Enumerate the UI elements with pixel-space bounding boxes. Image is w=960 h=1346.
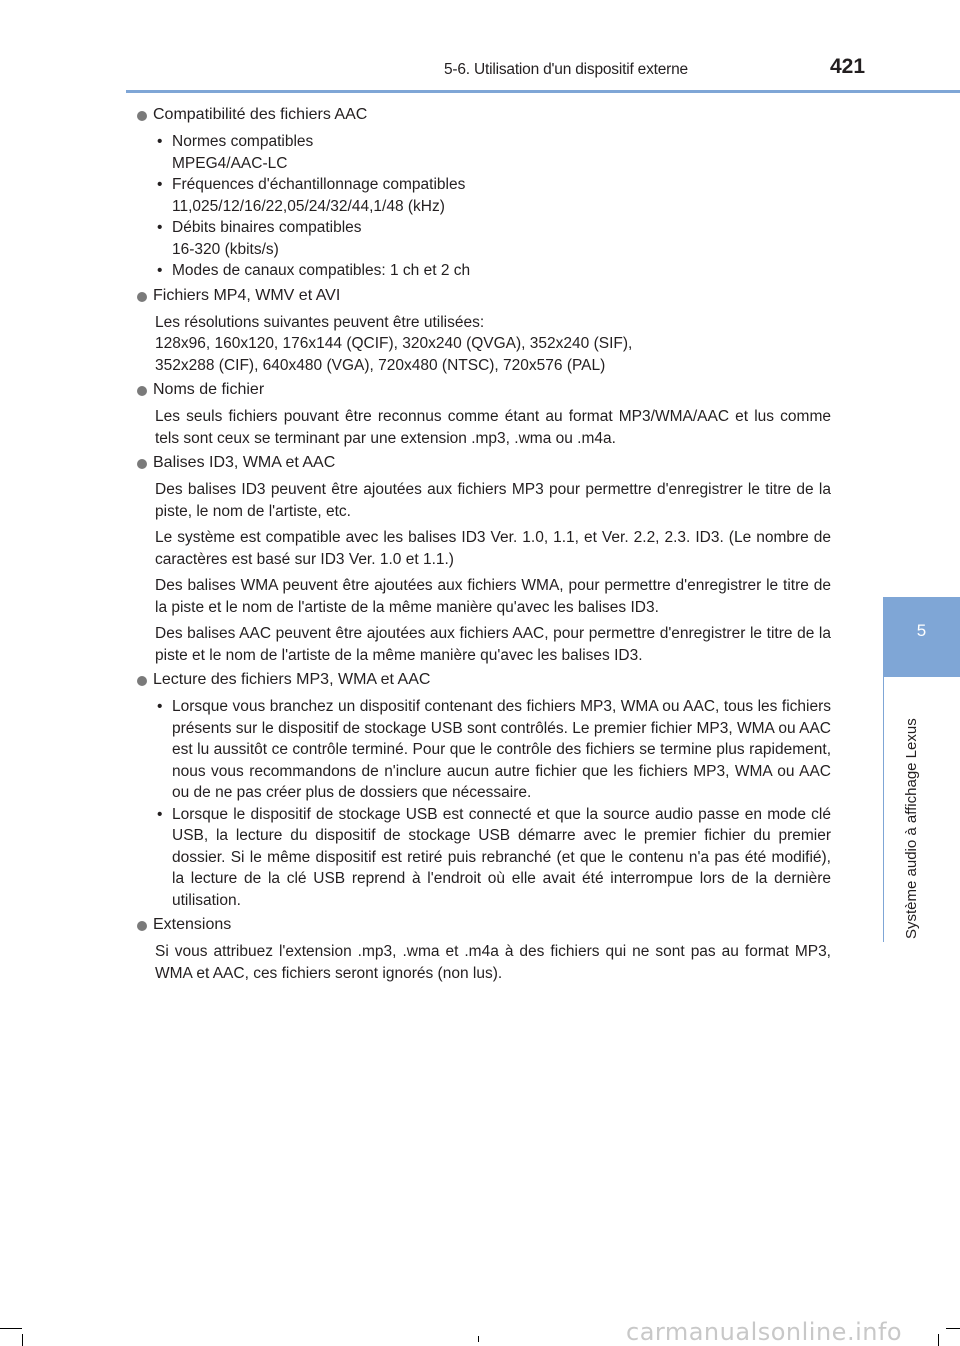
list-item: [155, 131, 831, 174]
section-title: Lecture des fichiers MP3, WMA et AAC: [153, 671, 431, 688]
list-item: [155, 260, 831, 282]
page-number: 421: [830, 55, 866, 78]
section-playback: [137, 669, 831, 911]
chapter-title: 5-6. Utilisation d'un dispositif externe: [444, 61, 688, 78]
body-paragraph: Si vous attribuez l'extension .mp3, .wma et .m4a à des fichiers qui ne sont pas au format MP3, WMA et AAC, ces fichiers seront ignorés (non lus).: [155, 943, 831, 982]
section-heading: [137, 285, 831, 307]
watermark-logo: carmanualsonline.info: [626, 1318, 903, 1346]
list-item: • Lorsque le dispositif de stockage USB est connecté et que la source audio passe en mode clé USB, la lecture du dispositif de stockage USB démarre avec le premier fichier du premier dossier. Si le même dispositif est retiré puis rebranché (et que le contenu n'a pas été modifié), la lecture de la clé USB reprend à l'endroit où elle avait été interrompue lors de la dernière utilisation.: [155, 804, 831, 912]
item-label: • Normes compatibles: [172, 133, 314, 150]
section-title: Balises ID3, WMA et AAC: [153, 454, 336, 471]
body-line: 352x288 (CIF), 640x480 (VGA), 720x480 (NTSC), 720x576 (PAL): [155, 356, 606, 374]
body-paragraph: Des balises WMA peuvent être ajoutées aux fichiers WMA, pour permettre d'enregistrer le titre de la piste et le nom de l'artiste de la même manière qu'avec les balises ID3.: [155, 577, 831, 616]
section-extensions: [137, 914, 831, 984]
body-paragraph: Des balises ID3 peuvent être ajoutées aux fichiers MP3 pour permettre d'enregistrer le titre de la piste, le nom de l'artiste, etc.: [155, 481, 831, 520]
section-title: Fichiers MP4, WMV et AVI: [153, 286, 341, 304]
section-heading: [137, 669, 831, 691]
body-paragraph: Le système est compatible avec les balises ID3 Ver. 1.0, 1.1, et Ver. 2.2, 2.3. ID3. (Le nombre de caractères est basé sur ID3 Ver. 1.0 et 1.1.): [155, 529, 831, 568]
side-rule: [883, 677, 884, 942]
crop-mark: [938, 1334, 939, 1346]
bullet-icon: [137, 386, 147, 396]
spec-list: [155, 131, 831, 282]
item-value: MPEG4/AAC-LC: [172, 154, 288, 172]
item-label: • Fréquences d'échantillonnage compatibles: [172, 176, 466, 193]
section-title: Compatibilité des fichiers AAC: [153, 106, 368, 123]
bullet-icon: [137, 676, 147, 686]
crop-mark: [22, 1334, 23, 1346]
bullet-icon: [137, 459, 147, 469]
section-heading: [137, 914, 831, 936]
section-heading: [137, 104, 831, 126]
crop-mark: [0, 1328, 22, 1329]
bullet-icon: [137, 921, 147, 931]
list-item: [155, 174, 831, 217]
section-heading: [137, 452, 831, 474]
section-video-files: [137, 285, 831, 377]
chapter-tab-number: 5: [916, 621, 927, 640]
chapter-tab: [883, 597, 960, 677]
body-line: 128x96, 160x120, 176x144 (QCIF), 320x240 (QVGA), 352x240 (SIF),: [155, 335, 633, 352]
item-label: • Modes de canaux compatibles: 1 ch et 2 ch: [172, 262, 471, 279]
page-header: [0, 0, 960, 92]
section-heading: [137, 379, 831, 401]
list-item: [155, 217, 831, 260]
bullet-icon: [137, 292, 147, 302]
item-value: 11,025/12/16/22,05/24/32/44,1/48 (kHz): [172, 197, 445, 215]
list-item: • Lorsque vous branchez un dispositif contenant des fichiers MP3, WMA ou AAC, tous les fichiers présents sur le dispositif de stockage USB sont contrôlés. Le premier fichier MP3, WMA ou AAC est lu aussitôt ce contrôle terminé. Pour que le contrôle des fichiers se termine plus rapidement, nous vous recommandons de n'inclure aucun autre fichier que les fichiers MP3, WMA ou AAC ou de ne pas créer plus de dossiers que nécessaire.: [155, 696, 831, 804]
section-title: Extensions: [153, 916, 232, 933]
crop-mark: [946, 1328, 960, 1329]
crop-mark: [478, 1336, 479, 1342]
body-line: Les résolutions suivantes peuvent être utilisées:: [155, 313, 485, 331]
header-rule: [126, 90, 960, 93]
section-title: Noms de fichier: [153, 381, 265, 398]
bullet-icon: [137, 111, 147, 121]
section-file-names: [137, 379, 831, 449]
body-paragraph: Les seuls fichiers pouvant être reconnus comme étant au format MP3/WMA/AAC et lus comme tels sont ceux se terminant par une extension .mp3, .wma ou .m4a.: [155, 408, 831, 447]
chapter-side-label: Système audio à affichage Lexus: [903, 718, 920, 939]
note-list: [155, 696, 831, 911]
section-aac-compat: [137, 104, 831, 282]
page-content: [137, 104, 831, 987]
body-paragraph: Des balises AAC peuvent être ajoutées aux fichiers AAC, pour permettre d'enregistrer le titre de la piste et le nom de l'artiste de la même manière qu'avec les balises ID3.: [155, 625, 831, 664]
item-value: 16-320 (kbits/s): [172, 240, 279, 258]
section-tags: [137, 452, 831, 666]
item-label: • Débits binaires compatibles: [172, 219, 362, 236]
